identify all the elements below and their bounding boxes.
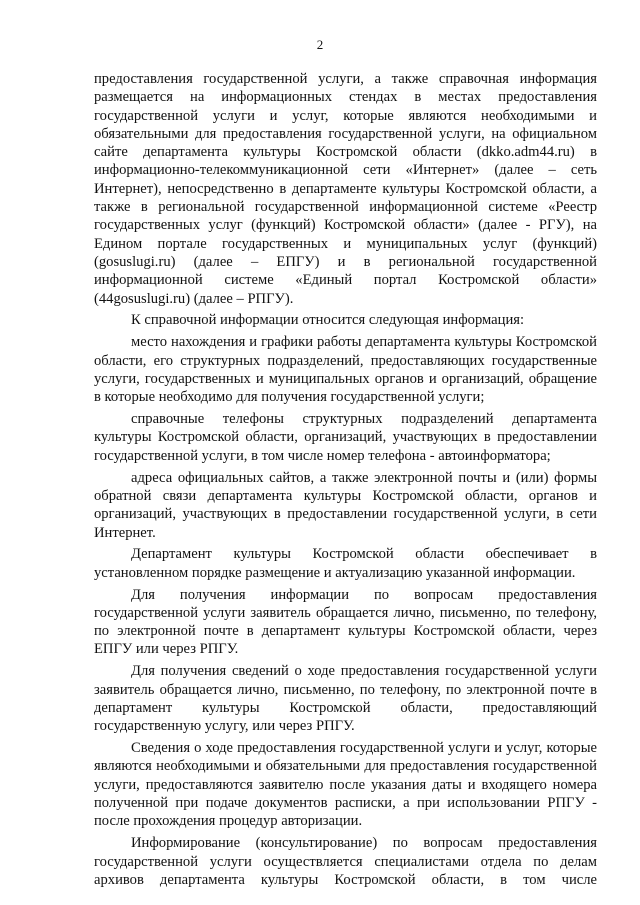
paragraph: справочные телефоны структурных подразделений департамента культуры Костромской области, организаций, участвующих в предоставлении государственной услуги, в том числе номер телефона - автоинформатора; xyxy=(94,411,597,464)
paragraph: Департамент культуры Костромской области обеспечивает в установленном порядке размещение и актуализацию указанной информации. xyxy=(94,546,597,581)
paragraph: Сведения о ходе предоставления государственной услуги и услуг, которые являются необходимыми и обязательными для предоставления государственной услуги, предоставляются заявителю после указания даты и входящего номера полученной при подаче документов расписки, а при использовании РПГУ - после прохождения процедур авторизации. xyxy=(94,740,597,830)
document-body xyxy=(94,70,597,893)
paragraph: Для получения сведений о ходе предоставления государственной услуги заявитель обращается лично, письменно, по телефону, по электронной почте в департамент культуры Костромской области, предоставляющий государственную услугу, или через РПГУ. xyxy=(94,663,597,735)
paragraph: адреса официальных сайтов, а также электронной почты и (или) формы обратной связи департамента культуры Костромской области, органов и организаций, участвующих в предоставлении государственной услуги, в сети Интернет. xyxy=(94,469,597,541)
paragraph: Информирование (консультирование) по вопросам предоставления государственной услуги осуществляется специалистами отдела по делам архивов департамента культуры Костромской области, в том числе xyxy=(94,835,597,888)
paragraph: Для получения информации по вопросам предоставления государственной услуги заявитель обращается лично, письменно, по телефону, по электронной почте в департамент культуры Костромской области, через ЕПГУ или через РПГУ. xyxy=(94,586,597,658)
paragraph: место нахождения и графики работы департамента культуры Костромской области, его структурных подразделений, предоставляющих государственные услуги, государственных и муниципальных органов и организаций, обращение в которые необходимо для получения государственной услуги; xyxy=(94,334,597,406)
paragraph: К справочной информации относится следующая информация: xyxy=(131,312,525,329)
paragraph: предоставления государственной услуги, а также справочная информация размещается на информационных стендах в местах предоставления государственной услуги и услуг, которые являются необходимыми и обязательными для предоставления государственной услуги, на официальном сайте департамента культуры Костромской области (dkko.adm44.ru) в информационно-телекоммуникационной сети «Интернет» (далее – сеть Интернет), непосредственно в департаменте культуры Костромской области, а также в региональной государственной информационной системе «Реестр государственных услуг (функций) Костромской области» (далее - РГУ), на Едином портале государственных и муниципальных услуг (функций) (gosuslugi.ru) (далее – ЕПГУ) и в региональной государственной информационной системе «Единый портал Костромской области» (44gosuslugi.ru) (далее – РПГУ). xyxy=(94,71,597,307)
page-number: 2 xyxy=(316,37,324,52)
